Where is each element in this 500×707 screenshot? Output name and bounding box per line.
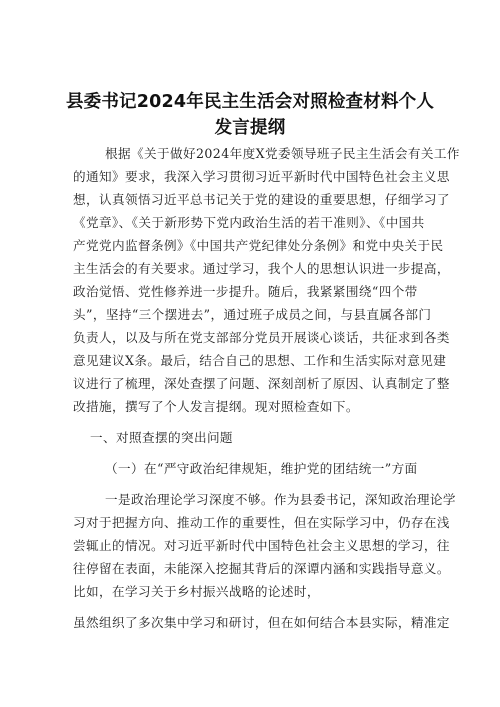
body-line: 根据《关于做好2024年度X党委领导班子民主生活会有关工作 <box>105 146 460 161</box>
body-line: 往停留在表面，未能深入挖掘其背后的深谭内涵和实践指导意义。 <box>73 561 450 576</box>
document-title-line-2: 发言提纲 <box>214 118 286 138</box>
body-line: 的通知》要求，我深入学习贯彻习近平新时代中国特色社会主义思 <box>73 169 450 184</box>
body-line: 头”，坚持“三个摆进去”，通过班子成员之间，与县直属各部门 <box>73 307 432 322</box>
body-line: 负责人，以及与所在党支部部分党员开展谈心谈话，共征求到各类 <box>73 330 450 345</box>
body-line: 主生活会的有关要求。通过学习，我个人的思想认识进一步提高， <box>73 261 450 276</box>
document-title-line-1: 县委书记2024年民主生活会对照检查材料个人 <box>65 92 435 112</box>
body-line: 议进行了梳理，深处查摆了问题、深刻剖析了原因、认真制定了整 <box>73 376 450 391</box>
body-line: 改措施，撰写了个人发言提纲。现对照检查如下。 <box>73 399 359 414</box>
body-line: 一是政治理论学习深度不够。作为县委书记，深知政治理论学 <box>105 492 456 507</box>
body-line: 习对于把握方向、推动工作的重要性，但在实际学习中，仍存在浅 <box>73 515 450 530</box>
body-line: 虽然组织了多次集中学习和研讨，但在如何结合本县实际，精准定 <box>73 615 450 630</box>
body-line: 政治觉悟、党性修养进一步提升。随后，我紧紧围绕“四个带 <box>73 284 418 299</box>
body-line: 产党党内监督条例》《中国共产党纪律处分条例》和党中央关于民 <box>73 238 444 253</box>
body-line: 《党章》、《关于新形势下党内政治生活的若干准则》、《中国共 <box>73 215 425 230</box>
body-line: 尝辄止的情况。对习近平新时代中国特色社会主义思想的学习，往 <box>73 538 450 553</box>
body-line: 比如，在学习关于乡村振兴战略的论述时， <box>73 584 320 599</box>
subsection-heading: （一）在“严守政治纪律规矩，维护党的团结统一”方面 <box>105 461 418 476</box>
body-line: 意见建议X条。最后，结合自己的思想、工作和生活实际对意见建 <box>73 353 447 368</box>
body-line: 想，认真领悟习近平总书记关于党的建设的重要思想，仔细学习了 <box>73 192 450 207</box>
section-heading: 一、对照查摆的突出问题 <box>90 430 233 445</box>
